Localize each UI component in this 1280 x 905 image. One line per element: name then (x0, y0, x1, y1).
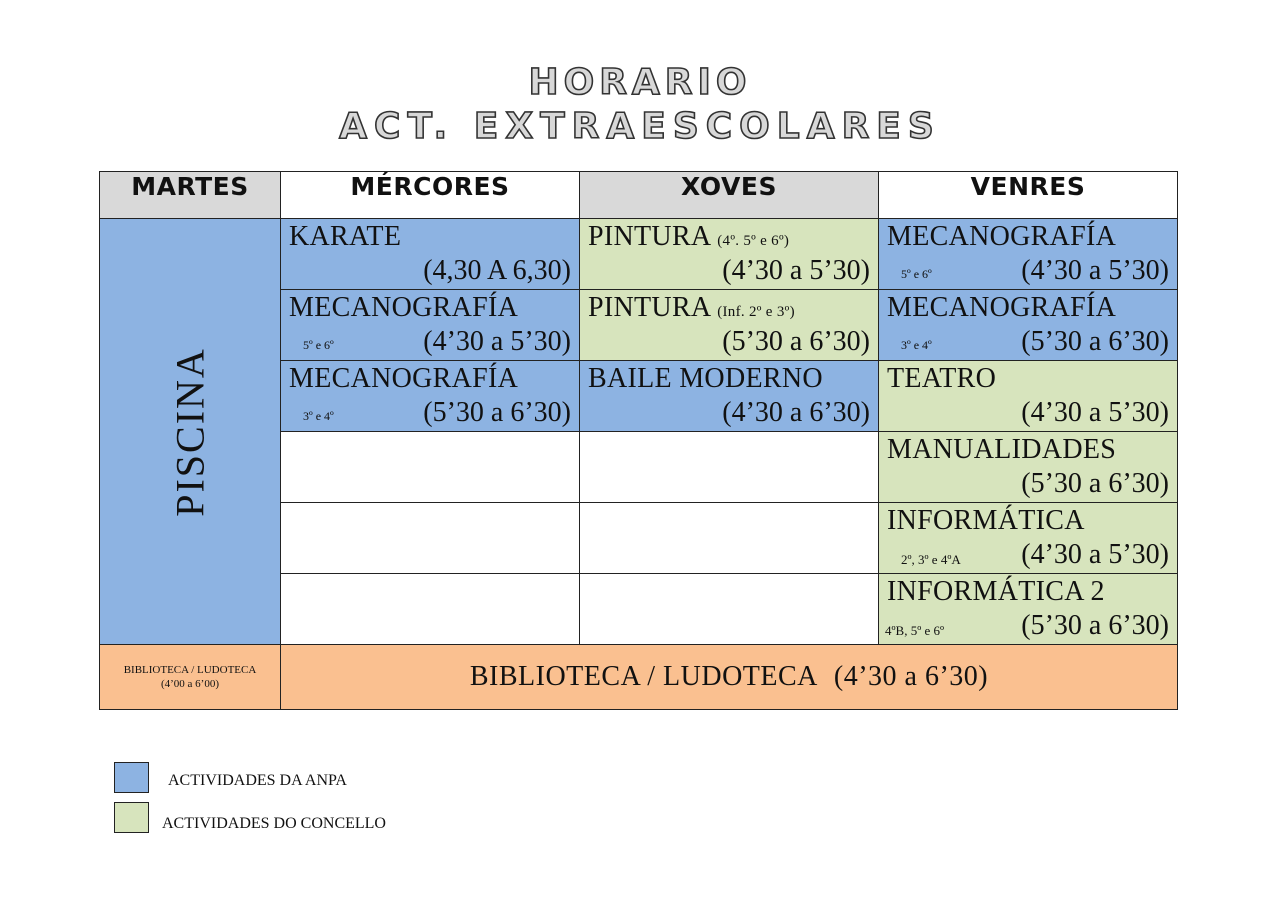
activity-time: (4’30 a 6’30) (722, 397, 870, 428)
venres-cell (879, 290, 1178, 361)
activity-name: MANUALIDADES (887, 434, 1117, 465)
venres-cell (879, 503, 1178, 574)
header-xoves: XOVES (580, 172, 879, 219)
activity-name: INFORMÁTICA (887, 505, 1085, 536)
activity-name (588, 292, 795, 324)
activity-time: (4’30 a 5’30) (722, 255, 870, 286)
mercores-cell (281, 290, 580, 361)
mercores-empty-cell (281, 574, 580, 645)
biblioteca-main-time: (4’30 a 6’30) (833, 661, 989, 692)
activity-time: (5’30 a 6’30) (1021, 468, 1169, 499)
header-mercores: MÉRCORES (281, 172, 580, 219)
activity-grades: 2º, 3º e 4ºA (901, 552, 961, 567)
activity-grades: 3º e 4º (303, 409, 334, 423)
biblioteca-small-time: (4’00 a 6’00) (160, 678, 220, 690)
legend-swatch-concello (114, 802, 149, 833)
activity-note: (Inf. 2º e 3º) (717, 304, 795, 320)
xoves-empty-cell (580, 574, 879, 645)
header-martes: MARTES (100, 172, 281, 219)
biblioteca-small-name: BIBLIOTECA / LUDOTECA (123, 664, 257, 676)
venres-cell (879, 361, 1178, 432)
activity-grades: 4ºB, 5º e 6º (885, 623, 945, 638)
xoves-empty-cell (580, 503, 879, 574)
mercores-cell (281, 361, 580, 432)
martes-biblioteca-cell (100, 645, 281, 710)
activity-name-text: PINTURA (588, 221, 710, 252)
title-line-2: ACT. EXTRAESCOLARES (339, 106, 941, 147)
activity-time: (5’30 a 6’30) (1021, 610, 1169, 641)
legend-label-anpa: ACTIVIDADES DA ANPA (168, 772, 347, 789)
activity-time: (4’30 a 5’30) (1021, 539, 1169, 570)
activity-name: MECANOGRAFÍA (887, 292, 1117, 323)
activity-grades: 5º e 6º (303, 338, 334, 352)
mercores-cell (281, 219, 580, 290)
legend-label-concello: ACTIVIDADES DO CONCELLO (162, 815, 386, 832)
legend-swatch-anpa (114, 762, 149, 793)
activity-time: (5’30 a 6’30) (1021, 326, 1169, 357)
activity-name (588, 221, 789, 253)
activity-time: (4’30 a 5’30) (1021, 255, 1169, 286)
activity-time: (4’30 a 5’30) (423, 326, 571, 357)
xoves-empty-cell (580, 432, 879, 503)
header-row (100, 172, 1178, 219)
xoves-cell (580, 290, 879, 361)
venres-cell (879, 219, 1178, 290)
activity-grades: 5º e 6º (901, 267, 932, 281)
venres-cell (879, 432, 1178, 503)
schedule-table (99, 171, 1178, 710)
venres-cell (879, 574, 1178, 645)
xoves-cell (580, 361, 879, 432)
activity-time: (5’30 a 6’30) (722, 326, 870, 357)
piscina-label: PISCINA (167, 346, 213, 517)
activity-time: (5’30 a 6’30) (423, 397, 571, 428)
activity-time: (4’30 a 5’30) (1021, 397, 1169, 428)
activity-grades: 3º e 4º (901, 338, 932, 352)
activity-time: (4,30 A 6,30) (423, 255, 571, 286)
martes-piscina-cell (100, 219, 281, 645)
activity-name: BAILE MODERNO (588, 363, 823, 394)
mercores-empty-cell (281, 432, 580, 503)
biblioteca-main-cell (281, 645, 1178, 710)
header-venres: VENRES (879, 172, 1178, 219)
activity-name: MECANOGRAFÍA (289, 363, 519, 394)
activity-name: MECANOGRAFÍA (887, 221, 1117, 252)
activity-name: INFORMÁTICA 2 (887, 576, 1105, 607)
table-row (100, 219, 1178, 290)
title-line-1: HORARIO (528, 62, 752, 103)
mercores-empty-cell (281, 503, 580, 574)
activity-name: MECANOGRAFÍA (289, 292, 519, 323)
xoves-cell (580, 219, 879, 290)
activity-name: TEATRO (887, 363, 997, 394)
activity-note: (4º. 5º e 6º) (717, 233, 790, 249)
biblioteca-main-name: BIBLIOTECA / LUDOTECA (469, 661, 818, 692)
activity-name: KARATE (289, 221, 402, 252)
activity-name-text: PINTURA (588, 292, 710, 323)
biblioteca-row (100, 645, 1178, 710)
